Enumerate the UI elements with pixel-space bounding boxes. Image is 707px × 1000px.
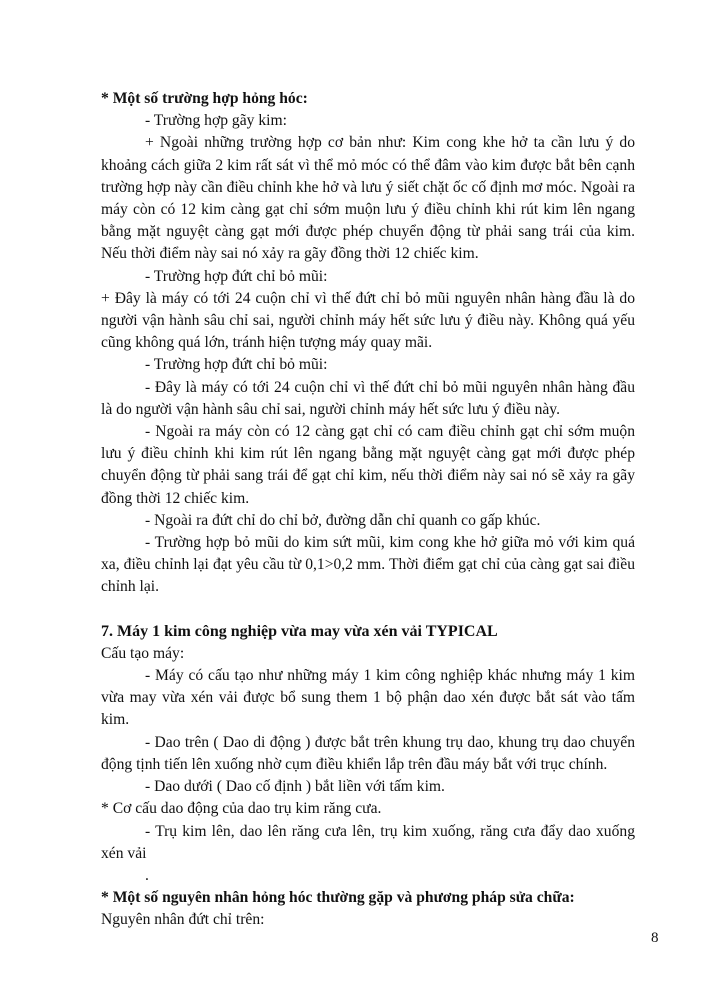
case-label-skipped-stitch-2: - Trường hợp đứt chỉ bỏ mũi: (145, 356, 328, 374)
list-item: - Trường hợp bỏ mũi do kim sứt mũi, kim cong khe hở giữa mỏ với kim quá xa, điều chỉnh lại đạt yêu cầu từ 0,1>0,2 mm. Thời điểm gạt chỉ của càng gạt sai điều chỉnh lại. (101, 534, 635, 596)
list-item: - Đây là máy có tới 24 cuộn chỉ vì thế đứt chỉ bỏ mũi nguyên nhân hàng đầu là do người vận hành sâu chỉ sai, người chỉnh máy hết sức lưu ý điều này. (101, 378, 635, 418)
stray-dot: . (145, 866, 149, 884)
case-label-broken-needle: - Trường hợp gãy kim: (145, 112, 287, 130)
subheading-upper-thread-break: Nguyên nhân đứt chỉ trên: (101, 911, 265, 929)
structure-label: Cấu tạo máy: (101, 644, 185, 662)
page-number: 8 (651, 930, 659, 946)
list-item: - Ngoài ra máy còn có 12 càng gạt chỉ có cam điều chỉnh gạt chỉ sớm muộn lưu ý điều chỉnh khi kim rút lên ngang bằng mặt nguyệt càng gạt mới được phép chuyển động từ phải sang trái để gạt chỉ kim, nếu thời điểm này sai nó sẽ xảy ra gãy đồng thời 12 chiếc kim. (101, 423, 635, 507)
document-page (101, 88, 635, 931)
list-item: - Máy có cấu tạo như những máy 1 kim công nghiệp khác nhưng máy 1 kim vừa may vừa xén vải được bổ sung them 1 bộ phận dao xén được bắt sát vào tấm kim. (101, 667, 635, 729)
case-label-skipped-stitch: - Trường hợp đứt chỉ bỏ mũi: (145, 267, 328, 285)
list-item: - Dao dưới ( Dao cố định ) bắt liền với tấm kim. (145, 778, 445, 796)
section-heading-typical: 7. Máy 1 kim công nghiệp vừa may vừa xén vải TYPICAL (101, 622, 498, 640)
mechanism-label: * Cơ cấu dao động của dao trụ kim răng cưa. (101, 800, 382, 818)
paragraph-skipped-stitch: + Đây là máy có tới 24 cuộn chỉ vì thế đứt chỉ bỏ mũi nguyên nhân hàng đầu là do người vận hành sâu chỉ sai, người chỉnh máy hết sức lưu ý điều này. Không quá yếu cũng không quá lớn, tránh hiện tượng máy quay mãi. (101, 289, 635, 352)
section-heading-failures: * Một số trường hợp hỏng hóc: (101, 90, 308, 107)
list-item: - Dao trên ( Dao di động ) được bắt trên khung trụ dao, khung trụ dao chuyển động tịnh tiến lên xuống nhờ cụm điều khiển lắp trên đầu máy bắt với trục chính. (101, 733, 635, 773)
paragraph-broken-needle: + Ngoài những trường hợp cơ bản như: Kim cong khe hở ta cần lưu ý do khoảng cách giữa 2 kim rất sát vì thể mỏ móc có thể đâm vào kim được bắt bên cạnh trường hợp này cần điều chỉnh khe hở và lưu ý siết chặt ốc cố định mơ móc. Ngoài ra máy còn có 12 kim càng gạt chỉ sớm muộn lưu ý điều chỉnh khi rút kim lên ngang bằng mặt nguyệt càng gạt mới được phép chuyển động từ phải sang trái của kim. Nếu thời điểm này sai nó xảy ra gãy đồng thời 12 chiếc kim. (101, 134, 635, 263)
mechanism-text: - Trụ kim lên, dao lên răng cưa lên, trụ kim xuống, răng cưa đẩy dao xuống xén vải (101, 822, 635, 862)
list-item: - Ngoài ra đứt chỉ do chỉ bở, đường dẫn chỉ quanh co gấp khúc. (145, 511, 541, 529)
section-heading-repair: * Một số nguyên nhân hỏng hóc thường gặp và phương pháp sửa chữa: (101, 888, 575, 906)
spacer (101, 599, 635, 621)
